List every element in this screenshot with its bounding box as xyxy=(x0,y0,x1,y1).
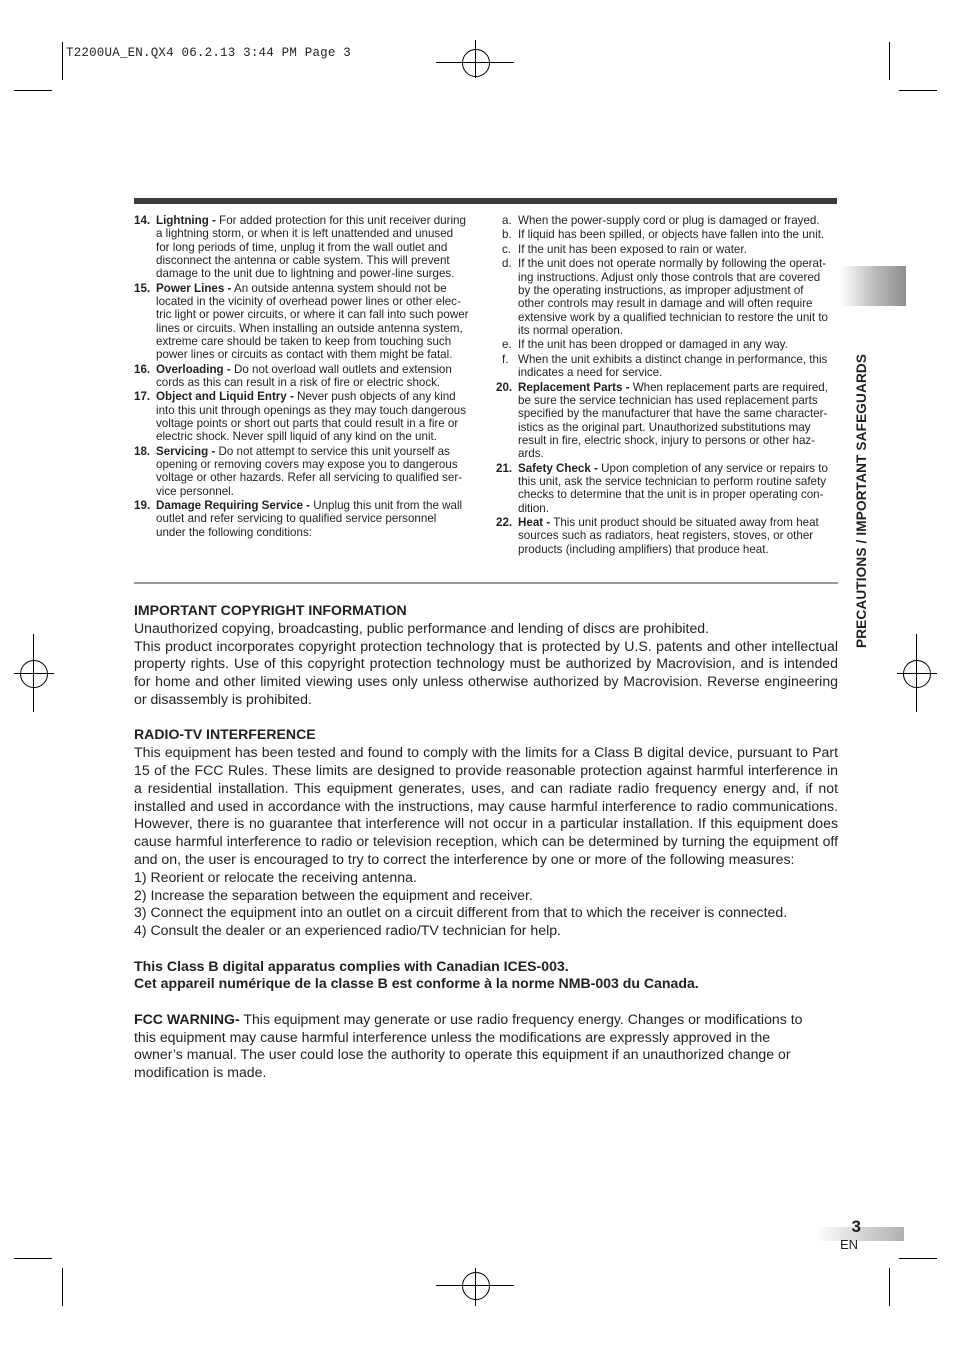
printer-slug: T2200UA_EN.QX4 06.2.13 3:44 PM Page 3 xyxy=(66,46,351,60)
measure-item: 3) Connect the equipment into an outlet on a circuit different from that to which the receiver is connected. xyxy=(134,904,788,921)
list-item: d. If the unit does not operate normally by following the operat- ing instructions. Adjust only those controls that are covered by the operating instructions, as improper adjustment of other controls may result in damage and will often require extensive work by a qualified technician to restore the unit to its normal operation. xyxy=(502,257,828,337)
item-number: 15. xyxy=(134,281,151,295)
notices-body xyxy=(134,602,838,1082)
fcc-warning: FCC WARNING- This equipment may generate or use radio frequency energy. Changes or modifications to this equipment may cause harmful interference unless the modifications are expressly approved in the owner’s manual. The user could lose the authority to operate this equipment if an unauthorized change or modification is made. xyxy=(134,1010,803,1081)
section-tab-marker xyxy=(840,266,906,306)
list-item: c. If the unit has been exposed to rain or water. xyxy=(502,242,747,256)
top-rule xyxy=(134,198,837,204)
list-item: 15. Power Lines - An outside antenna system should not be located in the vicinity of overhead power lines or other elec- tric light or power circuits, or where it can fall into such power lines or circuits. When installing an outside antenna system, extreme care should be taken to keep from touching such power lines or circuits as contact with them might be fatal. xyxy=(134,281,469,362)
item-title: Safety Check - xyxy=(518,461,598,475)
section-side-title: PRECAUTIONS / IMPORTANT SAFEGUARDS xyxy=(854,353,869,648)
page-language: EN xyxy=(840,1237,859,1252)
item-title: Heat - xyxy=(518,516,551,530)
item-title: Lightning - xyxy=(156,214,216,227)
item-number: 17. xyxy=(134,390,151,404)
safeguards-right-column xyxy=(496,214,841,557)
item-number: 14. xyxy=(134,214,151,227)
list-item: f. When the unit exhibits a distinct change in performance, this indicates a need for service. xyxy=(502,352,828,380)
item-number: 22. xyxy=(496,516,513,530)
item-number: 16. xyxy=(134,362,151,376)
canada-compliance-en: This Class B digital apparatus complies with Canadian ICES-003. xyxy=(134,957,569,974)
canada-compliance-fr: Cet appareil numérique de la classe B est conforme à la norme NMB-003 du Canada. xyxy=(134,975,699,992)
list-item: 19. Damage Requiring Service - Unplug this unit from the wall outlet and refer servicing to qualified service personnel under the following conditions: xyxy=(134,499,463,539)
list-item: 16. Overloading - Do not overload wall outlets and extension cords as this can result in a risk of fire or electric shock. xyxy=(134,362,452,389)
item-title: Damage Requiring Service - xyxy=(156,499,310,513)
item-number: 18. xyxy=(134,444,151,458)
list-item: e. If the unit has been dropped or damaged in any way. xyxy=(502,338,788,352)
list-item: 14. Lightning - For added protection for this unit receiver during a lightning storm, or when it is left unattended and unused for long periods of time, unplug it from the wall outlet and disconnect the antenna or cable system. This will prevent damage to the unit due to lightning and power-line surges. xyxy=(134,214,466,281)
list-item: b. If liquid has been spilled, or objects have fallen into the unit. xyxy=(502,228,825,242)
measure-item: 1) Reorient or relocate the receiving antenna. xyxy=(134,868,417,885)
section-divider xyxy=(134,582,838,584)
item-title: Overloading - xyxy=(156,362,231,376)
list-item: 21. Safety Check - Upon completion of any service or repairs to this unit, ask the service technician to perform routine safety checks to determine that the unit is in proper operating con- dition. xyxy=(496,461,828,515)
item-number: 19. xyxy=(134,499,151,513)
item-title: Object and Liquid Entry - xyxy=(156,390,294,404)
item-number: 21. xyxy=(496,461,513,475)
item-number: 20. xyxy=(496,380,513,394)
copyright-heading: IMPORTANT COPYRIGHT INFORMATION xyxy=(134,602,407,618)
safeguards-left-column xyxy=(134,214,479,540)
item-title: Power Lines - xyxy=(156,281,232,295)
radio-paragraph: This equipment has been tested and found to comply with the limits for a Class B digital device, pursuant to Part 15 of the FCC Rules. These limits are designed to provide reasonable protection against harmful interference in a residential installation. This equipment generates, uses, and can radiate radio frequency energy and, if not installed and used in accordance with the instructions, may cause harmful interference to radio communications. However, there is no guarantee that interference will not occur in a particular installation. If this equipment does cause harmful interference to radio or television reception, which can be determined by turning the equipment off and on, the user is encouraged to try to correct the interference by one or more of the following measures: xyxy=(134,744,838,867)
list-item: 20. Replacement Parts - When replacement parts are required, be sure the service technician has used replacement parts specified by the manufacturer that have the same character- istics as the original part. Unauthorized substitutions may result in fire, electric shock, injury to persons or other haz- ards. xyxy=(496,380,828,461)
page-number: 3 xyxy=(851,1217,861,1236)
list-item: 22. Heat - This unit product should be situated away from heat sources such as radiators, heat registers, stoves, or other products (including amplifiers) that produce heat. xyxy=(496,516,819,556)
radio-heading: RADIO-TV INTERFERENCE xyxy=(134,726,316,743)
list-item: 17. Object and Liquid Entry - Never push objects of any kind into this unit through openings as they may touch dangerous voltage points or short out parts that could result in a fire or electric shock. Never spill liquid of any kind on the unit. xyxy=(134,390,467,444)
list-item: a. When the power-supply cord or plug is damaged or frayed. xyxy=(502,214,820,227)
fcc-warning-label: FCC WARNING- xyxy=(134,1010,240,1027)
item-title: Servicing - xyxy=(156,444,216,458)
measure-item: 4) Consult the dealer or an experienced radio/TV technician for help. xyxy=(134,922,561,939)
copyright-paragraph-2: This product incorporates copyright protection technology that is protected by U.S. patents and other intellectual property rights. Use of this copyright protection technology must be authorized by Macrovision, and is intended for home and other limited viewing uses only unless otherwise authorized by Macrovision. Reverse engineering or disassembly is prohibited. xyxy=(134,637,838,707)
measure-item: 2) Increase the separation between the equipment and receiver. xyxy=(134,886,533,903)
copyright-paragraph-1: Unauthorized copying, broadcasting, public performance and lending of discs are prohibited. xyxy=(134,619,710,636)
item-title: Replacement Parts - xyxy=(518,380,630,394)
list-item: 18. Servicing - Do not attempt to service this unit yourself as opening or removing covers may expose you to dangerous voltage or other hazards. Refer all servicing to qualified ser- vice personnel. xyxy=(134,444,463,498)
